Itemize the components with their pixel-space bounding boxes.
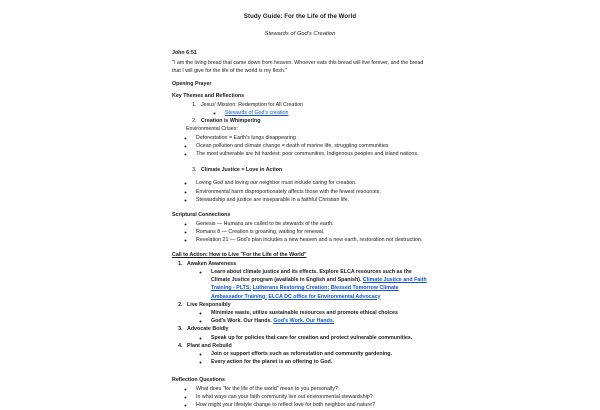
theme-item-3 <box>198 166 428 174</box>
key-themes-heading: Key Themes and Reflections <box>172 93 245 100</box>
list-item: ◦ Every action for the planet is an offering to God. <box>209 358 428 366</box>
call-to-action-list-2 <box>172 301 428 326</box>
list-item <box>223 109 428 117</box>
list-item: ◦ Romans 8 — Creation is groaning, waiting for renewal. <box>194 228 428 236</box>
theme-2-label: Creation is Whimpering <box>201 118 261 125</box>
cta-2-label: Live Responsibly <box>187 301 231 308</box>
call-to-action-heading: Call to Action: How to Live "For the Life of the World" <box>172 252 307 259</box>
theme-1-bullets <box>201 109 428 117</box>
lutherans-restoring-creation-link[interactable]: Lutherans Restoring Creation; <box>252 285 330 292</box>
list-item <box>209 317 428 325</box>
list-item: ◦ How might your lifestyle change to reflect love for both neighbor and nature? <box>194 401 428 409</box>
spacer <box>172 204 428 212</box>
theme-1-label: Jesus' Mission: Redemption for All Creation <box>201 101 303 108</box>
scriptural-connections-heading: Scriptural Connections <box>172 211 231 218</box>
theme-item-2 <box>198 117 428 125</box>
list-item: ◦ Join or support efforts such as reforestation and community gardening. <box>209 350 428 358</box>
scriptural-connections-bullets <box>172 220 428 245</box>
cta-1-label: Awaken Awareness <box>187 260 237 267</box>
list-item: ◦ The most vulnerable are hit hardest: poor communities, Indigenous peoples and island nations. <box>194 150 428 158</box>
spacer <box>172 366 428 377</box>
cta-4-label: Plant and Rebuild <box>187 342 232 349</box>
page-subtitle: Stewards of God's Creation <box>264 31 336 37</box>
list-item: ◦ Ocean pollution and climate change = death of marine life, struggling communities <box>194 142 428 150</box>
spacer <box>172 158 428 166</box>
list-item: ◦ In what ways can your faith community live out environmental stewardship? <box>194 393 428 401</box>
theme-3-bullets <box>172 179 428 204</box>
list-item: ◦ Revelation 21 — God's plan includes a new heaven and a new earth, restoration not destruction. <box>194 236 428 244</box>
reflection-questions-heading: Reflection Questions <box>172 377 225 384</box>
document-body <box>172 39 428 410</box>
theme-3-label: Climate Justice = Love in Action <box>201 167 283 174</box>
cta-3-label: Advocate Boldly <box>187 326 229 333</box>
cta-4-bullets <box>187 350 428 366</box>
list-item: ◦ Loving God and loving our neighbor must include caring for creation. <box>194 179 428 187</box>
theme-2-intro: Environmental Crises: <box>186 126 238 133</box>
call-to-action-list-3 <box>172 325 428 341</box>
blessed-tomorrow-link[interactable]: Blessed Tomorrow Climate Ambassador Training; <box>211 285 399 300</box>
stewards-link[interactable]: Stewards of God's creation <box>225 109 289 116</box>
list-item: ◦ Speak up for policies that care for creation and protect vulnerable communities. <box>209 334 428 342</box>
cta-2-text: God's Work. Our Hands. <box>211 318 274 325</box>
cta-1-text: Learn about climate justice and its effects. Explore ELCA resources such as the Climate Justice program (available in English and Spanish). <box>211 268 412 284</box>
cta-item-3 <box>184 325 428 341</box>
scripture-heading: John 6:51 <box>172 50 197 56</box>
spacer <box>172 244 428 252</box>
reflection-questions-bullets <box>172 385 428 410</box>
list-item: ◦ Genesis — Humans are called to be stewards of the earth. <box>194 220 428 228</box>
call-to-action-list-1 <box>172 260 428 301</box>
page-title: Study Guide: For the Life of the World <box>243 13 357 20</box>
cta-3-bullets <box>187 334 428 342</box>
theme-list-2 <box>172 117 428 125</box>
elca-dc-advocacy-link[interactable]: ELCA DC office for Environmental Advocacy <box>268 293 381 300</box>
call-to-action-list-4 <box>172 342 428 367</box>
theme-2-bullets <box>172 134 428 159</box>
list-item: ◦ Deforestation = Earth's lungs disappearing <box>194 134 428 142</box>
cta-1-bullets <box>187 268 428 301</box>
theme-list-1 <box>172 101 428 117</box>
theme-list-3 <box>172 166 428 174</box>
gods-work-our-hands-link[interactable]: God's Work. Our Hands. <box>273 318 335 325</box>
cta-item-2 <box>184 301 428 326</box>
list-item: ◦ Stewardship and justice are inseparable in a faithful Christian life. <box>194 196 428 204</box>
cta-item-4 <box>184 342 428 367</box>
theme-item-1 <box>198 101 428 117</box>
cta-2-bullets <box>187 309 428 325</box>
list-item: ◦ What does "for the life of the world" mean to you personally? <box>194 385 428 393</box>
climate-justice-plts-link[interactable]: Climate Justice and Faith Training - PLTS; <box>211 277 427 292</box>
list-item: ◦ Environmental harm disproportionately affects those with the fewest resources. <box>194 188 428 196</box>
list-item: ◦ Minimize waste, utilize sustainable resources and promote ethical choices <box>209 309 428 317</box>
list-item <box>209 268 428 301</box>
scripture-text: "I am the living bread that came down from heaven. Whoever eats this bread will live forever, and the bread that I will give for the life of the world is my flesh." <box>172 60 424 75</box>
opening-prayer-heading: Opening Prayer <box>172 80 212 87</box>
cta-item-1 <box>184 260 428 301</box>
